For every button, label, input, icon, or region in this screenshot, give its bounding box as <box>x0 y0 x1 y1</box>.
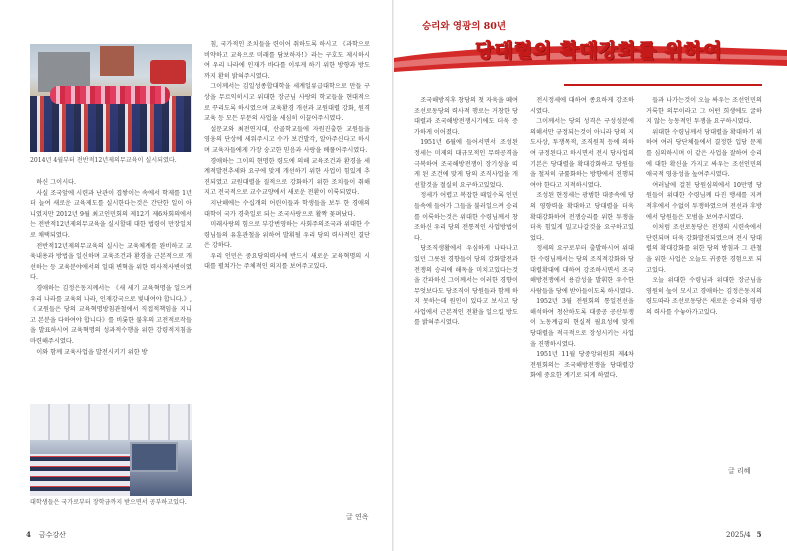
body-paragraph: 들과 나가는것이 오늘 싸우는 조선인민의 거룩한 의무이라고 그 어떤 희생에도 굴하지 않는 능동적인 투쟁을 요구하시였다. <box>646 97 762 126</box>
body-paragraph: 정세의 요구로부터 출발하시여 위대한 수령님께서는 당의 조직적강화와 당대렬확대에 대하여 강조하시면서 조국해방전쟁에서 용감성을 발휘한 우수한 사람들을 당에 받아들이도록 하시였다. <box>530 245 634 295</box>
body-paragraph: 그이께서는 김일성종합대학을 세계일류급대학으로 만들 구상을 무르익히시고 위대한 장군님 사랑의 학교들을 현대적으로 꾸리도록 하시였으며 교육환경 개선과 교원대렬 강화, 원격교육 등 모든 부문의 사업을 세심히 이끌어주시였다. <box>204 83 370 123</box>
right-column-3 <box>646 96 762 462</box>
body-paragraph: 그이께서는 당의 성격은 구성성분에 의해서만 규정되는것이 아니라 당의 지도사상, 투쟁목적, 조직원칙 등에 의하여 규정된다고 하시면서 전시 당사업의 기본은 당대렬을 확대강화하고 당원들을 철저히 규률화하는 방향에서 진행되여야 한다고 지적하시였다. <box>530 118 634 189</box>
body-paragraph: 침, 국가적인 조치들을 련이어 취하도록 하시고 《과학으로 비약하고 교육으로 미래를 담보하자!》라는 구호도 제시하시여 우리 나라에 인재가 바다를 이루게 하기 위한 방향과 방도까지 환히 밝혀주시였다. <box>204 41 370 80</box>
body-paragraph: 정세가 어렵고 복잡한 때일수록 인민들속에 들어가 그들을 불러일으켜 승리를 이룩하는것은 위대한 수령님께서 창조하신 우리 당의 전통적인 사업방법이다. <box>414 192 518 242</box>
left-page <box>0 0 393 551</box>
headline-rule <box>564 84 762 86</box>
body-paragraph: 미래사랑의 힘으로 부강번영하는 사회주의조국과 위대한 수령님들의 유훈관철을 위하여 발휘될 우리 당의 력사적인 결단은 강하다. <box>204 221 370 250</box>
body-paragraph: 1951년 11월 당중앙위원회 제4차전원회의는 조국해방전쟁을 당대렬강화에 중요한 계기로 되게 하였다. <box>530 351 634 380</box>
page-number: 4 <box>26 530 31 539</box>
body-paragraph: 조국해방직후 창당의 첫 자욱을 떼여 조선로동당의 력사적 행로는 거창한 당대렬과 조국해방전쟁시기에도 더욱 증가하게 이어졌다. <box>414 97 518 136</box>
body-paragraph: 설문교와 최전연지대, 산골학교들에 자원진출한 교원들을 영웅의 단상에 세워주시고 수가 보건발각, 알아주신다고 하시며 교육자들에게 가장 숭고한 믿음과 사랑을 베풀어주시였다. <box>204 125 370 154</box>
photo1-caption: 2014년 4월부터 전반적12년제의무교육이 실시되였다. <box>30 157 177 164</box>
right-column-1 <box>414 96 518 526</box>
magazine-name: 금수강산 <box>38 531 66 539</box>
body-paragraph: 경애하는 김정은동지께서는 《새 세기 교육혁명을 일으켜 우리 나라를 교육의 나라, 인재강국으로 빛내여야 합니다.》, 《교원들은 당의 교육혁명방침관철에서 직접적책임을 지니고 본분을 다하여야 합니다》를 비롯한 불후의 고전적로작들을 발표하시여 교육혁명의 성과적수행을 위한 강령적지침을 마련해주시였다. <box>30 284 192 345</box>
students-parade-photo <box>30 44 192 152</box>
right-byline: 글 리혜 <box>728 467 751 475</box>
right-page <box>394 0 787 551</box>
photo2-caption: 대학생들은 국가로부터 장학금까지 받으면서 공부하고있다. <box>30 499 187 506</box>
body-paragraph: 오늘 위대한 수령님과 위대한 장군님을 영원히 높이 모시고 경애하는 김정은동지의 령도따라 조선로동당은 새로운 승리와 영광의 력사를 수놓아가고있다. <box>646 277 762 316</box>
body-paragraph: 하신 그이시다. <box>36 179 76 186</box>
body-paragraph: 위대한 수령님께서 당대렬을 확대하기 위하여 여러 당단체들에서 결정한 입당 문제를 심의하시며 이 같은 사업을 잘하여 승리에 대한 확신을 가지고 싸우는 조선인민의 애국적 영웅성을 높여주시였다. <box>646 128 762 179</box>
body-paragraph: 사실 조국앞에 시련과 난관이 겹쌓이는 속에서 학제를 1년 더 늘여 새로운 교육제도를 실시한다는것은 간단한 일이 아니였지만 2012년 9월 최고인민회의 제12기 제6차회의에서는 전반적12년제의무교육을 실시할데 대한 법령이 만장일치로 채택되였다. <box>30 189 192 239</box>
body-paragraph: 1951년 6월에 들어서면서 조성된 정세는 미제의 대규모적인 무력공격을 극복하여 조국해방전쟁이 장기성을 띠게 된 조건에 맞게 당의 조직사업을 개선할것을 절실히 요구하고있었다. <box>414 139 518 189</box>
body-paragraph: 전시정세에 대하여 종요하게 강조하시였다. <box>530 97 634 115</box>
body-paragraph: 전반적12년제의무교육의 실시는 교육체계를 완비하고 교육내용과 방법을 일신하며 교육조건과 환경을 근본적으로 개선하는 등 교육분야에서의 일대 변혁을 위한 력사적사변이였다. <box>30 242 192 282</box>
body-paragraph: 조성된 현정세는 광범한 대중속에 당의 영향력을 확대하고 당대렬을 더욱 확대강화하여 전쟁승리를 위한 투쟁을 더욱 힘있게 밀고나갈것을 요구하고있었다. <box>530 192 634 242</box>
body-paragraph: 우리 인민은 중요당의력사에 반드시 새로운 교육혁명의 시대를 펼쳐가는 주체적인 의지를 보여주고있다. <box>204 252 370 271</box>
issue-date: 2025/4 <box>726 531 751 539</box>
body-paragraph: 이와 함께 교육사업을 발전시키기 위한 방 <box>36 348 148 356</box>
body-paragraph: 당조직생활에서 우심하게 나타나고있던 그릇된 경향들이 당의 강화발전과 전쟁의 승리에 해독을 미치고있다는것을 간파하신 그이께서는 이러한 경향이 무엇보다도 당조직이 당원들과 함께 하지 못하는데 원인이 있다고 보시고 당사업에서 근본적인 전환을 일으킬 방도를 밝혀주시였다. <box>414 245 518 327</box>
classroom-lecture-photo <box>30 404 192 496</box>
body-paragraph: 경애하는 그이의 현명한 령도에 의해 교육조건과 환경을 세계적발전추세와 요구에 맞게 개선하기 위한 사업이 힘있게 추진되였고 교원대렬을 질적으로 강화하기 위한 조치들이 취해지고 전국적으로 교수교양에서 새로운 전환이 이룩되였다. <box>204 157 370 197</box>
left-column-2 <box>204 40 370 500</box>
right-folio <box>720 530 762 539</box>
article-headline: 당대렬의 확대강화를 위하여 <box>475 40 723 62</box>
body-paragraph: 1952년 3월 전원회의 통일전선을 해석하여 청산하도록 대중공 공산투쟁이 노동계급의 현실적 필요성에 맞게 당대렬을 적극적으로 장성시키는 사업을 진행하시였다. <box>530 298 634 348</box>
right-column-2 <box>530 96 634 526</box>
left-byline: 글 연옥 <box>346 513 369 521</box>
series-kicker: 승리와 영광의 80년 <box>422 21 507 32</box>
body-paragraph: 이처럼 조선로동당은 전쟁의 시련속에서 단련되며 더욱 강화발전되였으며 전시 당대렬의 확대강화를 위한 당의 방침과 그 관철을 위한 사업은 오늘도 귀중한 경험으로 되고있다. <box>646 224 762 274</box>
body-paragraph: 지난해에는 수십개의 어린이들과 학생들을 보두 한 경애의 대학이 국가 경축일로 되는 조국사랑으로 활짝 꽃펴났다. <box>204 199 370 218</box>
body-paragraph: 여러날에 걸친 당원심의에서 10만명 당원들이 위대한 수령님께 다진 맹세를 지켜 적후에서 수없이 투쟁하였으며 전선과 후방에서 당원들은 모범을 보여주시였다. <box>646 181 762 221</box>
left-column-1 <box>30 178 192 400</box>
page-number: 5 <box>756 530 762 539</box>
left-folio <box>26 530 66 540</box>
